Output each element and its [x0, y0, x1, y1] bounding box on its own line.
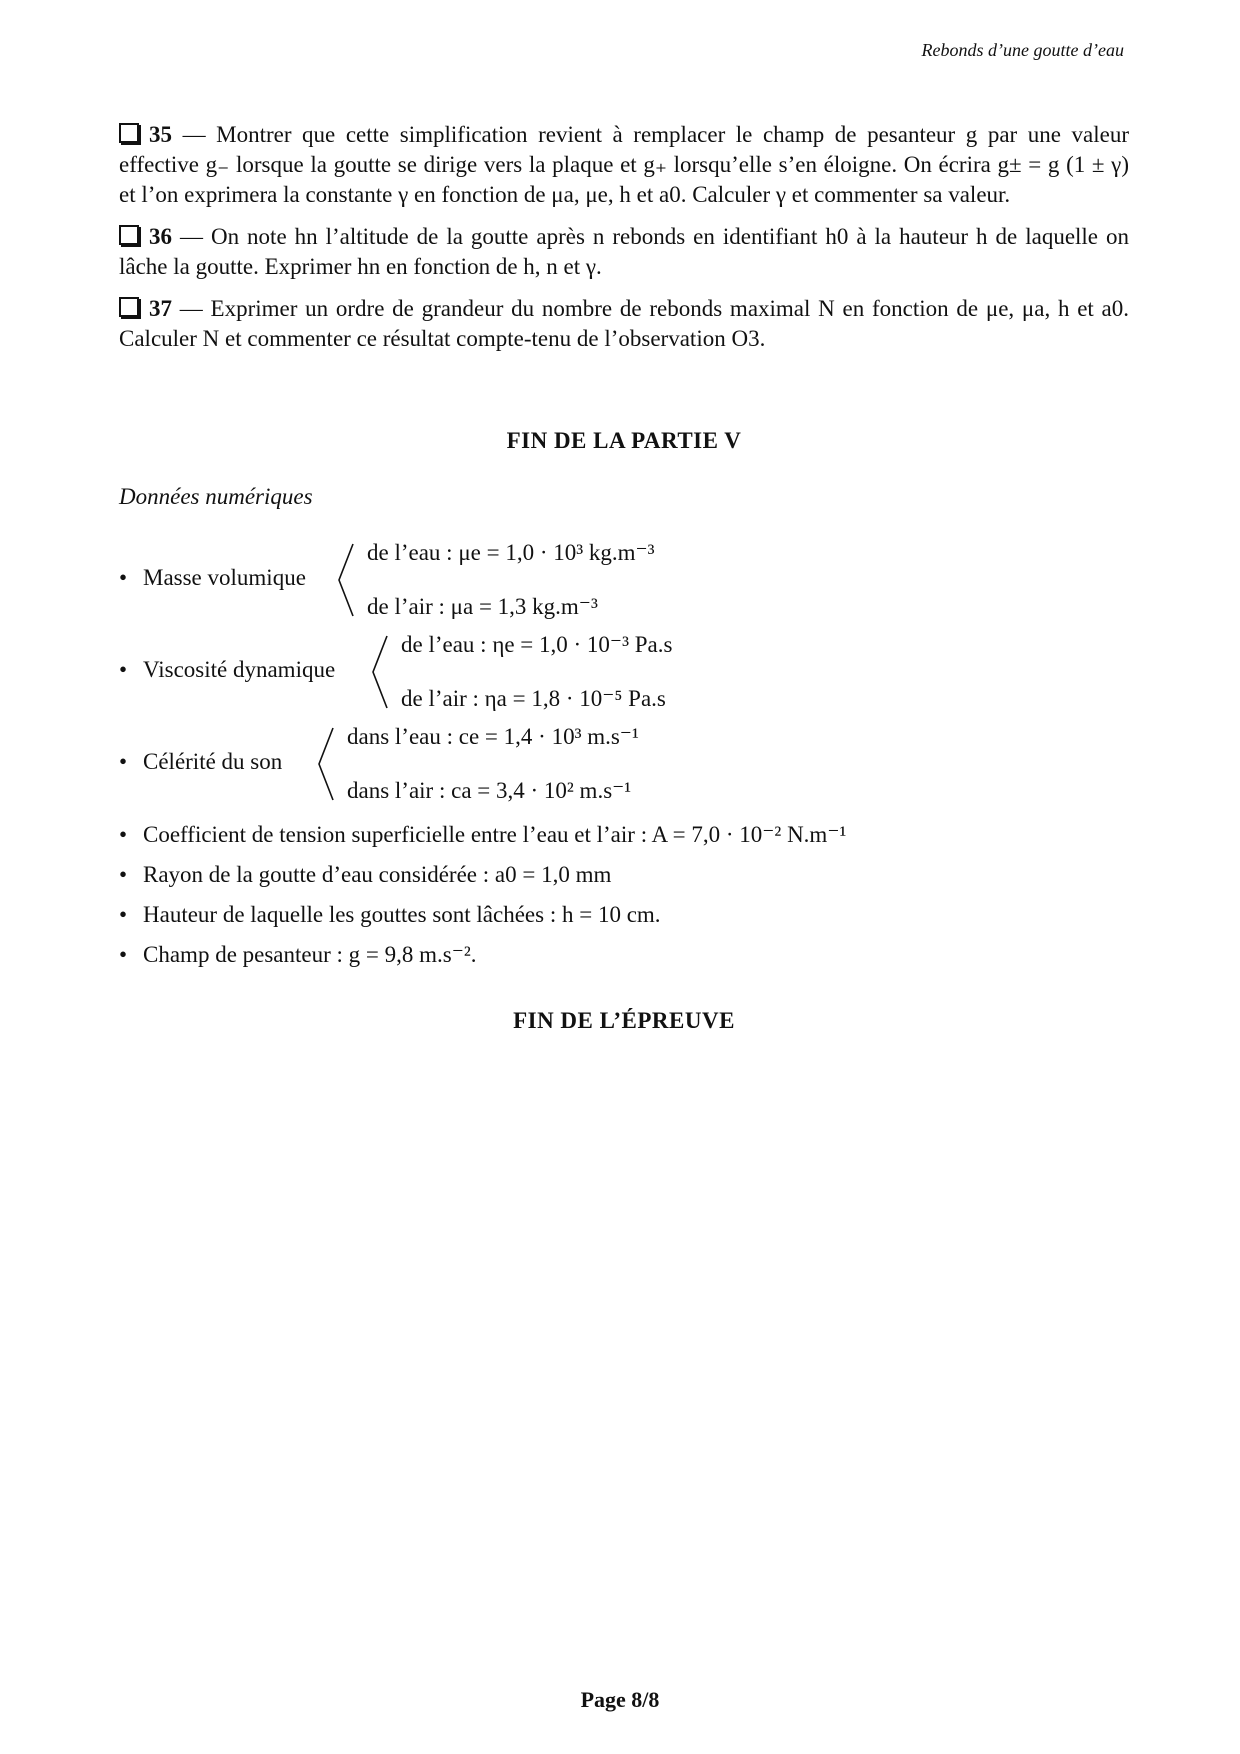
bullet-icon: • — [119, 657, 128, 682]
question-number: 35 — [149, 122, 172, 147]
tension-text: Coefficient de tension superficielle entre l’eau et l’air : A = 7,0 · 10⁻² N.m⁻¹ — [143, 822, 847, 847]
question-number: 37 — [149, 296, 172, 321]
viscosite-eau-line: de l’eau : ηe = 1,0 · 10⁻³ Pa.s — [401, 632, 673, 657]
celerite-air-line: dans l’air : ca = 3,4 · 10² m.s⁻¹ — [347, 778, 632, 803]
bullet-icon: • — [119, 942, 128, 967]
viscosite-label: Viscosité dynamique — [143, 657, 336, 682]
running-header: Rebonds d’une goutte d’eau — [921, 40, 1124, 60]
epreuve-end-title: FIN DE L’ÉPREUVE — [513, 1008, 735, 1033]
left-brace-icon — [313, 724, 337, 806]
rayon-text: Rayon de la goutte d’eau considérée : a0 = 1,0 mm — [143, 862, 612, 887]
bullet-icon: • — [119, 902, 128, 927]
left-brace-icon — [367, 632, 391, 714]
bullet-icon: • — [119, 862, 128, 887]
hauteur-item — [119, 900, 661, 930]
celerite-label: Célérité du son — [143, 749, 283, 774]
celerite-eau-line: dans l’eau : ce = 1,4 · 10³ m.s⁻¹ — [347, 724, 639, 749]
bullet-icon: • — [119, 749, 128, 774]
tension-item — [119, 820, 846, 850]
left-brace-icon — [333, 540, 357, 622]
question-prefix: — Montrer que cette simplification revient à remplacer le champ de pesanteur — [182, 122, 956, 147]
question-35 — [119, 120, 1129, 210]
question-prefix: — On note — [179, 224, 287, 249]
question-number: 36 — [149, 224, 172, 249]
page-number: Page 8/8 — [580, 1687, 660, 1712]
masse-air-line: de l’air : μa = 1,3 kg.m⁻³ — [367, 594, 598, 619]
pesanteur-item — [119, 940, 477, 970]
masse-eau-line: de l’eau : μe = 1,0 · 10³ kg.m⁻³ — [367, 540, 655, 565]
question-36 — [119, 222, 1129, 282]
checkbox-icon — [119, 123, 139, 143]
checkbox-icon — [119, 225, 139, 245]
rayon-item — [119, 860, 611, 890]
bullet-icon: • — [119, 822, 128, 847]
masse-volumique-label: Masse volumique — [143, 565, 306, 590]
question-text: g par une valeur effective g₋ lorsque la goutte se dirige vers la plaque et g₊ lorsqu’elle s’en éloigne. On écrira g± = g (1 ± γ) et l’on exprimera la constante γ en fonction de μa, μe, h et a0. Calculer γ et commenter sa valeur. — [119, 122, 1130, 207]
page-content — [119, 120, 1130, 1033]
question-text: N en fonction de μe, μa, h et a0. Calculer N et commenter ce résultat compte-tenu de l’observation O3. — [119, 296, 1130, 351]
part-end-title: FIN DE LA PARTIE V — [506, 428, 742, 453]
checkbox-icon — [119, 297, 139, 317]
donnees-heading: Données numériques — [119, 484, 313, 509]
question-37 — [119, 294, 1129, 354]
viscosite-air-line: de l’air : ηa = 1,8 · 10⁻⁵ Pa.s — [401, 686, 666, 711]
question-prefix: — Exprimer un ordre de grandeur du nombre de rebonds maximal — [179, 296, 811, 321]
bullet-icon: • — [119, 565, 128, 590]
hauteur-text: Hauteur de laquelle les gouttes sont lâchées : h = 10 cm. — [143, 902, 661, 927]
pesanteur-text: Champ de pesanteur : g = 9,8 m.s⁻². — [143, 942, 477, 967]
question-text: hn l’altitude de la goutte après n rebonds en identifiant h0 à la hauteur h de laquelle on lâche la goutte. Exprimer hn en fonction de h, n et γ. — [119, 224, 1129, 279]
